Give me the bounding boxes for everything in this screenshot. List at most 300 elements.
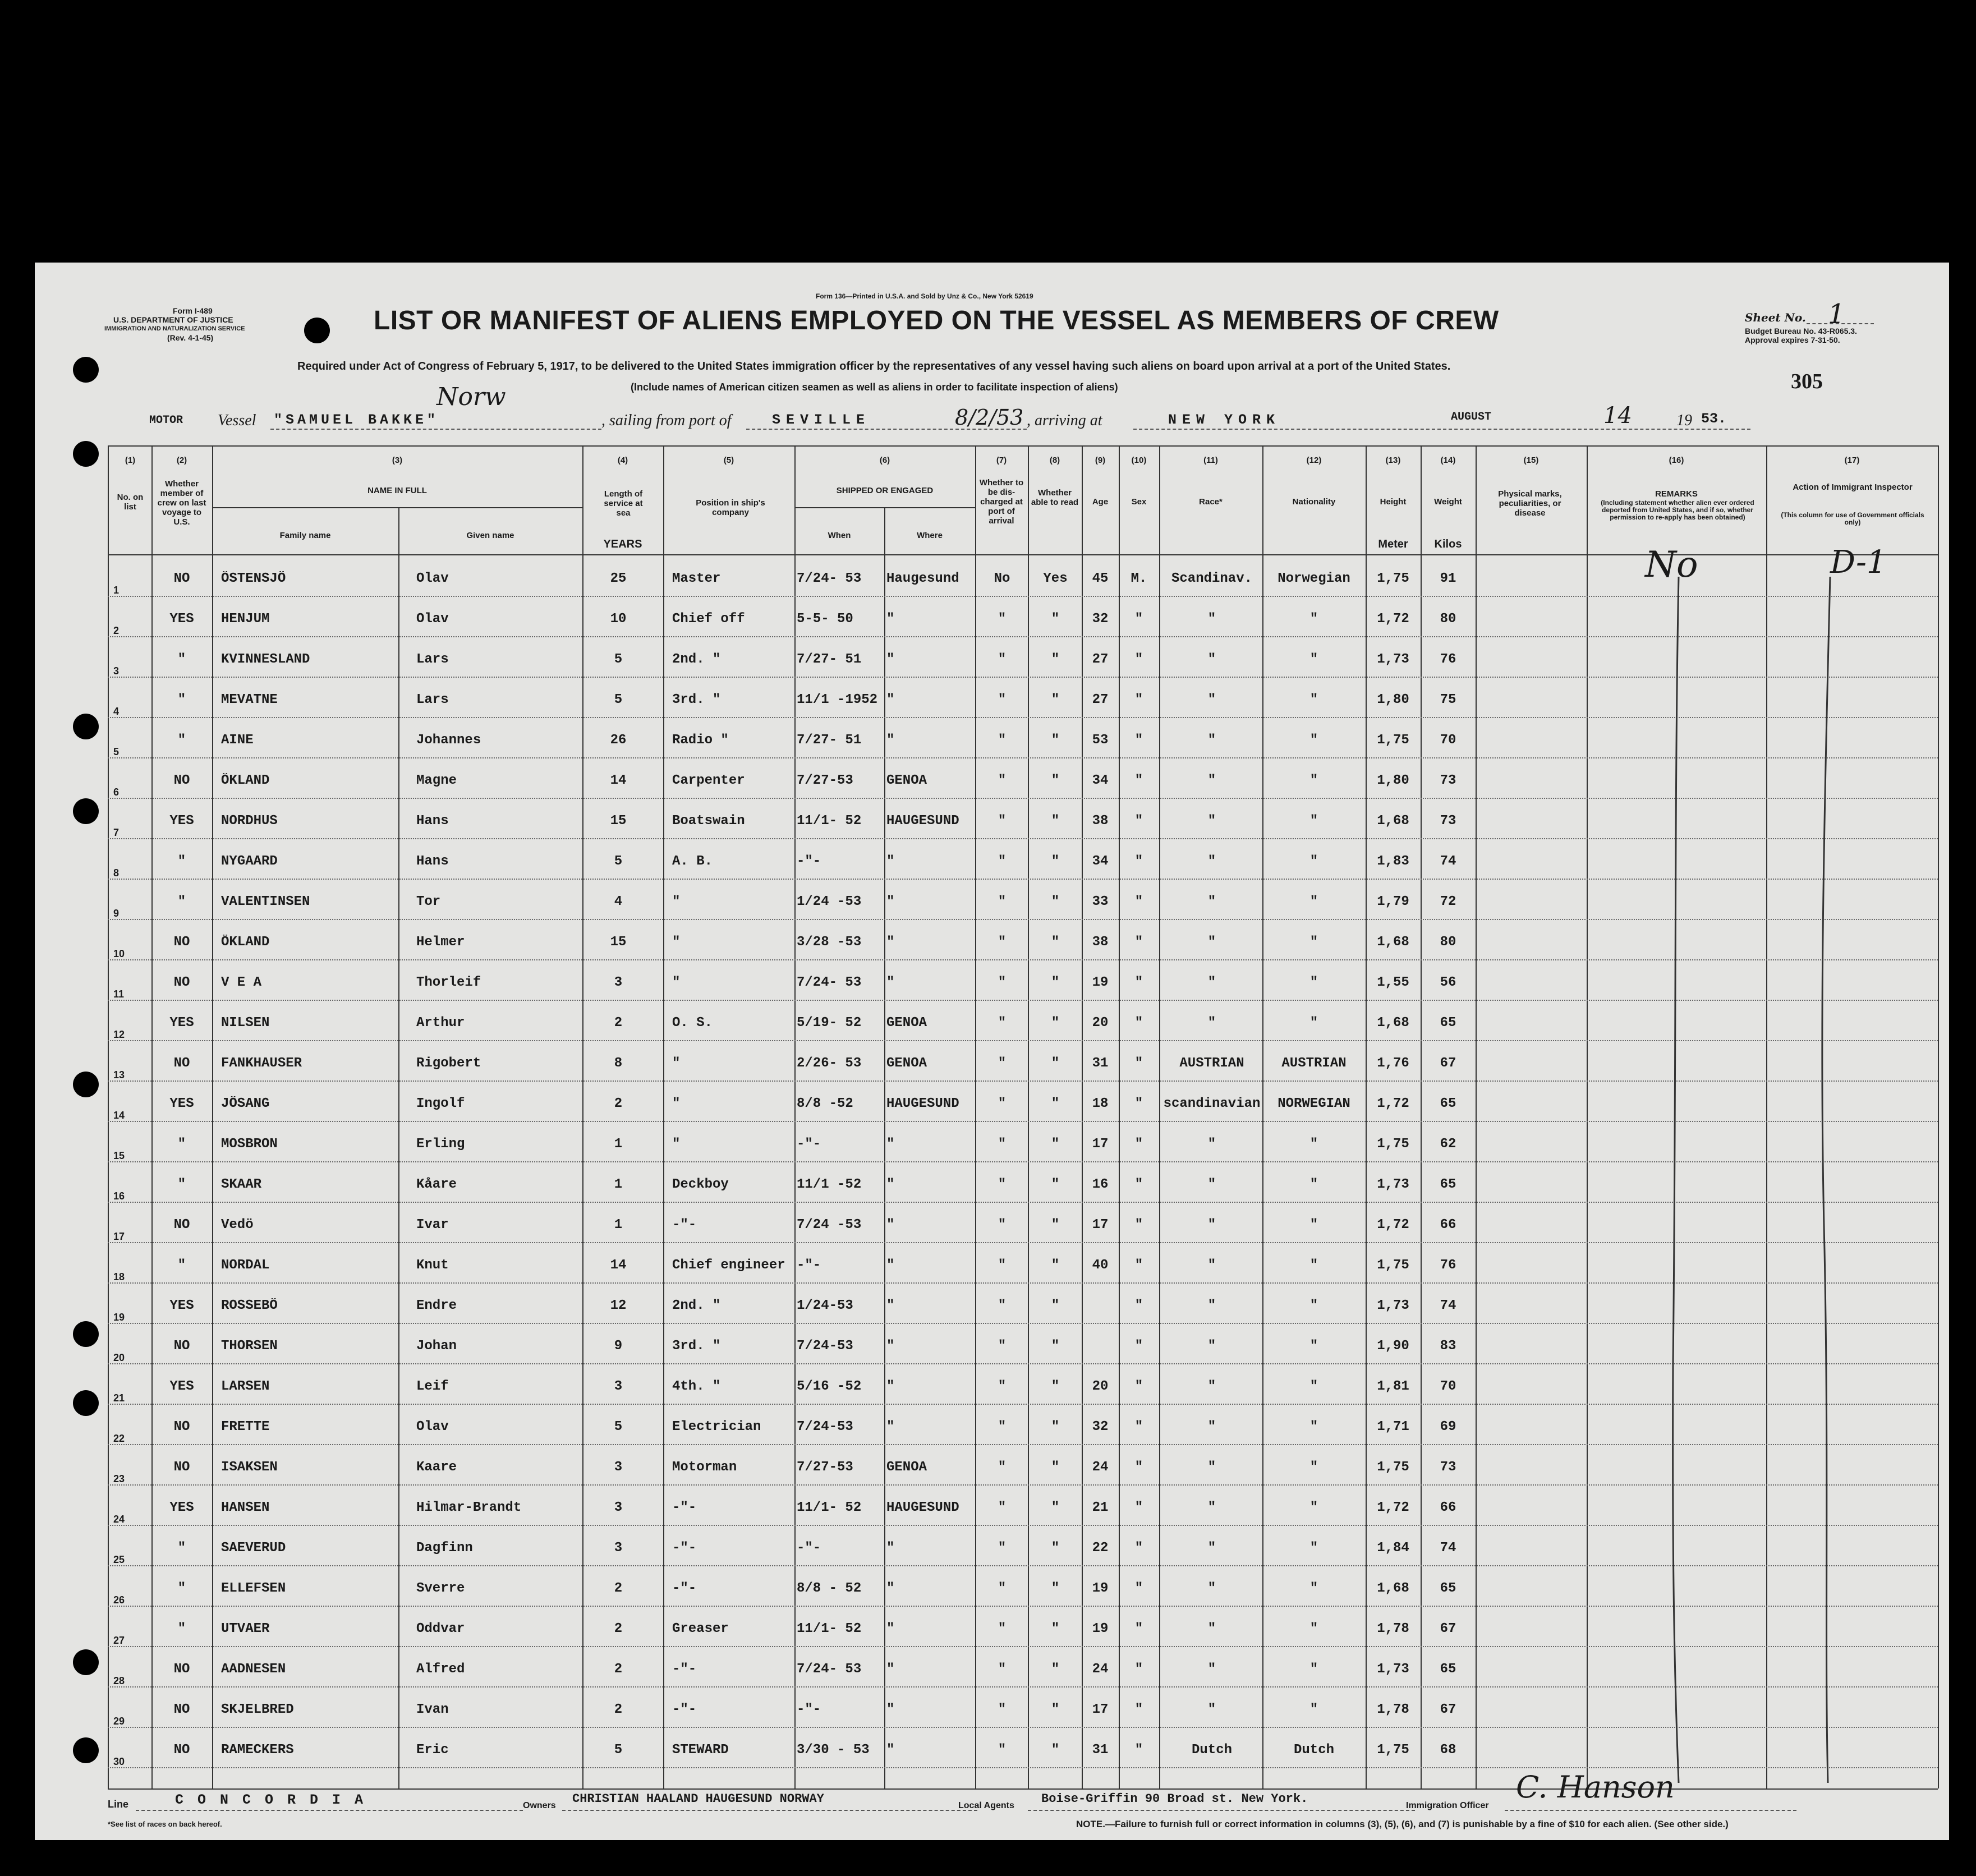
col-rule	[1938, 445, 1939, 1788]
discharged: "	[998, 1339, 1007, 1354]
able-to-read: "	[1051, 1258, 1060, 1273]
col-rule	[151, 445, 153, 1788]
position: -"-	[672, 1662, 697, 1677]
position: 3rd. "	[672, 1339, 721, 1354]
able-to-read: "	[1051, 1500, 1060, 1515]
age: 20	[1092, 1015, 1109, 1031]
shipped-where: Haugesund	[886, 571, 959, 586]
nationality: "	[1309, 1500, 1318, 1515]
position: 4th. "	[672, 1379, 721, 1394]
discharged: "	[998, 1742, 1007, 1758]
col-header-age: Age	[1092, 497, 1109, 507]
weight: 67	[1440, 1056, 1456, 1071]
weight: 74	[1440, 1541, 1456, 1556]
row-number: 2	[113, 625, 120, 636]
years-at-sea: 2	[614, 1581, 623, 1596]
race: "	[1207, 611, 1216, 627]
col-header-service: Length of service at sea	[604, 489, 643, 518]
crew-on-last-voyage: "	[177, 894, 186, 909]
action-handwritten: D-1	[1830, 544, 1887, 581]
sheet-label: Sheet No.	[1745, 311, 1806, 324]
col-header-remarks: REMARKS	[1655, 489, 1698, 499]
age: 20	[1092, 1379, 1109, 1394]
position: "	[672, 1137, 681, 1152]
nationality: "	[1309, 1015, 1318, 1031]
sex: "	[1134, 1500, 1143, 1515]
able-to-read: "	[1051, 1015, 1060, 1031]
position: 2nd. "	[672, 1298, 721, 1313]
age: 27	[1092, 652, 1109, 667]
owners-label: Owners	[523, 1801, 556, 1810]
given-name: Olav	[416, 571, 449, 586]
height: 1,90	[1377, 1339, 1409, 1354]
position: Electrician	[672, 1419, 761, 1434]
punch-hole	[73, 1072, 99, 1097]
crew-on-last-voyage: NO	[173, 571, 190, 586]
years-at-sea: 5	[614, 652, 623, 667]
given-name: Olav	[416, 611, 449, 627]
able-to-read: "	[1051, 692, 1060, 707]
age: 31	[1092, 1742, 1109, 1758]
height: 1,75	[1377, 571, 1409, 586]
crew-on-last-voyage: "	[177, 854, 186, 869]
row-number: 21	[113, 1392, 125, 1404]
family-name: SAEVERUD	[221, 1541, 286, 1556]
given-name: Magne	[416, 773, 457, 788]
position: "	[672, 935, 681, 950]
agents-value: Boise-Griffin 90 Broad st. New York.	[1041, 1792, 1308, 1806]
sex: "	[1134, 1662, 1143, 1677]
nationality: "	[1309, 975, 1318, 990]
sheet-number: 1	[1828, 298, 1845, 330]
race: "	[1207, 1015, 1216, 1031]
col-rule	[1476, 445, 1477, 1788]
years-at-sea: 3	[614, 1541, 623, 1556]
nationality: "	[1309, 692, 1318, 707]
position: A. B.	[672, 854, 713, 869]
race: "	[1207, 1581, 1216, 1596]
punch-hole	[73, 1737, 99, 1763]
given-name: Oddvar	[416, 1621, 465, 1636]
sex: "	[1134, 1015, 1143, 1031]
col-header-race: Race*	[1199, 497, 1223, 507]
race: "	[1207, 1298, 1216, 1313]
race: "	[1207, 1339, 1216, 1354]
crew-on-last-voyage: "	[177, 652, 186, 667]
shipped-where: "	[886, 1662, 895, 1677]
nationality: "	[1309, 1217, 1318, 1233]
family-name: MEVATNE	[221, 692, 278, 707]
races-note: *See list of races on back hereof.	[108, 1820, 222, 1828]
crew-on-last-voyage: "	[177, 1177, 186, 1192]
col-header-position: Position in ship's company	[696, 498, 765, 517]
crew-on-last-voyage: "	[177, 1621, 186, 1636]
weight: 83	[1440, 1339, 1456, 1354]
sex: "	[1134, 894, 1143, 909]
shipped-sub-rule	[794, 507, 975, 508]
punch-hole	[73, 1390, 99, 1416]
col-header-family: Family name	[279, 531, 331, 540]
sex: "	[1134, 652, 1143, 667]
family-name: LARSEN	[221, 1379, 270, 1394]
race: "	[1207, 1177, 1216, 1192]
shipped-where: GENOA	[886, 1056, 927, 1071]
row-number: 27	[113, 1635, 125, 1646]
requirement-text: Required under Act of Congress of February 5, 1917, to be delivered to the United States immigration officer by the representatives of any vessel having such aliens on board upon arrival at a port of the United States.	[297, 360, 1451, 373]
crew-on-last-voyage: NO	[173, 1217, 190, 1233]
position: -"-	[672, 1217, 697, 1233]
crew-on-last-voyage: NO	[173, 935, 190, 950]
weight: 76	[1440, 652, 1456, 667]
col-header-remarks-note: (Including statement whether alien ever ordered deported from United States, and if so, whether permission to re-apply has been obtained)	[1601, 499, 1754, 521]
nationality: NORWEGIAN	[1277, 1096, 1350, 1111]
given-name: Rigobert	[416, 1056, 481, 1071]
family-name: FANKHAUSER	[221, 1056, 302, 1071]
age: 40	[1092, 1258, 1109, 1273]
crew-on-last-voyage: NO	[173, 1662, 190, 1677]
discharged: "	[998, 1500, 1007, 1515]
shipped-when: 8/8 - 52	[797, 1581, 862, 1596]
family-name: NYGAARD	[221, 854, 278, 869]
line-value: C O N C O R D I A	[175, 1792, 366, 1808]
race: "	[1207, 1621, 1216, 1636]
shipped-where: "	[886, 894, 895, 909]
years-at-sea: 3	[614, 975, 623, 990]
col-rule	[794, 445, 796, 1788]
remarks-handwritten: No	[1645, 544, 1698, 586]
sex: "	[1134, 773, 1143, 788]
family-name: RAMECKERS	[221, 1742, 294, 1758]
position: 3rd. "	[672, 692, 721, 707]
row-number: 23	[113, 1473, 125, 1484]
row-number: 1	[113, 585, 120, 596]
weight: 56	[1440, 975, 1456, 990]
height: 1,73	[1377, 652, 1409, 667]
height: 1,75	[1377, 733, 1409, 748]
position: Radio "	[672, 733, 729, 748]
years-at-sea: 15	[610, 935, 627, 950]
able-to-read: "	[1051, 894, 1060, 909]
col-header-shipped: SHIPPED OR ENGAGED	[836, 486, 934, 495]
family-name: ÖKLAND	[221, 935, 270, 950]
weight: 67	[1440, 1702, 1456, 1717]
years-at-sea: 25	[610, 571, 627, 586]
printer-note: Form 136—Printed in U.S.A. and Sold by Unz & Co., New York 52619	[816, 292, 1033, 300]
height: 1,79	[1377, 894, 1409, 909]
nationality: "	[1309, 1379, 1318, 1394]
row-number: 5	[113, 746, 120, 757]
given-name: Olav	[416, 1419, 449, 1434]
punch-hole	[73, 441, 99, 467]
years-at-sea: 3	[614, 1379, 623, 1394]
officer-underline	[1505, 1810, 1796, 1811]
shipped-where: GENOA	[886, 1460, 927, 1475]
crew-on-last-voyage: YES	[169, 1096, 194, 1111]
given-name: Ivar	[416, 1217, 449, 1233]
col-num: (15)	[1523, 456, 1539, 465]
height: 1,68	[1377, 1581, 1409, 1596]
col-header-discharged: Whether to be dis-charged at port of arrival	[979, 478, 1024, 526]
able-to-read: "	[1051, 1056, 1060, 1071]
discharged: "	[998, 1137, 1007, 1152]
sex: "	[1134, 1581, 1143, 1596]
race: "	[1207, 813, 1216, 829]
shipped-when: 5-5- 50	[797, 611, 853, 627]
shipped-when: 7/24- 53	[797, 1662, 862, 1677]
family-name: ELLEFSEN	[221, 1581, 286, 1596]
nationality: "	[1309, 1702, 1318, 1717]
shipped-when: -"-	[797, 1541, 821, 1556]
height: 1,75	[1377, 1258, 1409, 1273]
given-name: Lars	[416, 652, 449, 667]
nationality: "	[1309, 1298, 1318, 1313]
remarks-ditto-stroke	[1662, 577, 1695, 1788]
shipped-when: 3/28 -53	[797, 935, 862, 950]
race: "	[1207, 1137, 1216, 1152]
port-to: NEW YORK	[1168, 412, 1281, 428]
able-to-read: "	[1051, 1460, 1060, 1475]
race: "	[1207, 894, 1216, 909]
able-to-read: "	[1051, 1096, 1060, 1111]
able-to-read: "	[1051, 813, 1060, 829]
position: -"-	[672, 1500, 697, 1515]
nationality: "	[1309, 1258, 1318, 1273]
weight: 74	[1440, 854, 1456, 869]
height: 1,73	[1377, 1662, 1409, 1677]
family-name: NORDHUS	[221, 813, 278, 829]
position: "	[672, 1056, 681, 1071]
age: 18	[1092, 1096, 1109, 1111]
sex: "	[1134, 1258, 1143, 1273]
sex: "	[1134, 1419, 1143, 1434]
sailing-label: , sailing from port of	[601, 412, 732, 429]
col-header-height: Height	[1380, 497, 1407, 507]
shipped-where: "	[886, 1298, 895, 1313]
line-underline	[136, 1810, 523, 1811]
col-num: (5)	[723, 456, 734, 465]
date-from: 8/2/53	[955, 405, 1024, 430]
age: 19	[1092, 1621, 1109, 1636]
nationality: "	[1309, 1662, 1318, 1677]
height: 1,72	[1377, 1096, 1409, 1111]
discharged: "	[998, 1702, 1007, 1717]
col-rule	[108, 445, 109, 1788]
race: scandinavian	[1163, 1096, 1261, 1111]
nationality: "	[1309, 1621, 1318, 1636]
able-to-read: "	[1051, 1177, 1060, 1192]
col-num: (14)	[1440, 456, 1456, 465]
nationality: "	[1309, 733, 1318, 748]
nationality: Norwegian	[1277, 571, 1350, 586]
family-name: KVINNESLAND	[221, 652, 310, 667]
sex: "	[1134, 1339, 1143, 1354]
years-at-sea: 5	[614, 692, 623, 707]
discharged: "	[998, 773, 1007, 788]
row-number: 7	[113, 827, 120, 838]
weight: 70	[1440, 733, 1456, 748]
race: "	[1207, 692, 1216, 707]
col-rule	[1766, 445, 1767, 1788]
family-name: SKJELBRED	[221, 1702, 294, 1717]
shipped-when: 11/1- 52	[797, 813, 862, 829]
given-name: Thorleif	[416, 975, 481, 990]
punch-hole	[73, 798, 99, 824]
nationality: "	[1309, 935, 1318, 950]
race: "	[1207, 733, 1216, 748]
height: 1,72	[1377, 1217, 1409, 1233]
able-to-read: "	[1051, 733, 1060, 748]
col-rule	[884, 507, 885, 1788]
height: 1,55	[1377, 975, 1409, 990]
nation-handwritten: Norw	[436, 383, 506, 411]
height: 1,68	[1377, 813, 1409, 829]
able-to-read: "	[1051, 935, 1060, 950]
able-to-read: "	[1051, 1379, 1060, 1394]
family-name: FRETTE	[221, 1419, 270, 1434]
crew-on-last-voyage: YES	[169, 1379, 194, 1394]
able-to-read: "	[1051, 1137, 1060, 1152]
shipped-where: "	[886, 935, 895, 950]
row-number: 18	[113, 1271, 125, 1282]
able-to-read: "	[1051, 1702, 1060, 1717]
weight: 80	[1440, 611, 1456, 627]
age: 17	[1092, 1702, 1109, 1717]
given-name: Hans	[416, 854, 449, 869]
height: 1,73	[1377, 1177, 1409, 1192]
position: Carpenter	[672, 773, 745, 788]
age: 27	[1092, 692, 1109, 707]
crew-on-last-voyage: NO	[173, 1702, 190, 1717]
col-rule	[582, 445, 583, 1788]
age: 16	[1092, 1177, 1109, 1192]
col-header-no: No. on list	[117, 493, 144, 512]
weight: 73	[1440, 1460, 1456, 1475]
col-header-kilos: Kilos	[1434, 538, 1462, 550]
service-name: IMMIGRATION AND NATURALIZATION SERVICE	[104, 325, 245, 332]
crew-on-last-voyage: "	[177, 1581, 186, 1596]
shipped-when: -"-	[797, 1137, 821, 1152]
age: 22	[1092, 1541, 1109, 1556]
weight: 75	[1440, 692, 1456, 707]
discharged: "	[998, 1662, 1007, 1677]
crew-on-last-voyage: YES	[169, 813, 194, 829]
discharged: "	[998, 1298, 1007, 1313]
weight: 70	[1440, 1379, 1456, 1394]
nationality: "	[1309, 652, 1318, 667]
discharged: "	[998, 975, 1007, 990]
crew-on-last-voyage: "	[177, 1258, 186, 1273]
family-name: HANSEN	[221, 1500, 270, 1515]
position: -"-	[672, 1541, 697, 1556]
penalty-note: NOTE.—Failure to furnish full or correct information in columns (3), (5), (6), and (7) is punishable by a fine of $10 for each alien. (See other side.)	[1076, 1819, 1729, 1829]
year-suffix: 53.	[1701, 411, 1727, 427]
height: 1,73	[1377, 1298, 1409, 1313]
years-at-sea: 4	[614, 894, 623, 909]
shipped-when: 11/1 -1952	[797, 692, 878, 707]
family-name: AADNESEN	[221, 1662, 286, 1677]
col-rule	[1587, 445, 1588, 1788]
shipped-where: "	[886, 1419, 895, 1434]
weight: 62	[1440, 1137, 1456, 1152]
col-header-name: NAME IN FULL	[367, 486, 427, 495]
col-num: (13)	[1385, 456, 1401, 465]
family-name: JÖSANG	[221, 1096, 270, 1111]
family-name: ISAKSEN	[221, 1460, 278, 1475]
shipped-where: "	[886, 854, 895, 869]
row-number: 30	[113, 1756, 125, 1767]
row-number: 16	[113, 1190, 125, 1202]
years-at-sea: 3	[614, 1500, 623, 1515]
shipped-where: HAUGESUND	[886, 1096, 959, 1111]
col-num: (7)	[996, 456, 1007, 465]
given-name: Ivan	[416, 1702, 449, 1717]
col-num: (16)	[1669, 456, 1684, 465]
shipped-where: "	[886, 1621, 895, 1636]
shipped-where: HAUGESUND	[886, 813, 959, 829]
years-at-sea: 12	[610, 1298, 627, 1313]
col-num: (6)	[879, 456, 890, 465]
age: 32	[1092, 611, 1109, 627]
race: "	[1207, 854, 1216, 869]
family-name: MOSBRON	[221, 1137, 278, 1152]
given-name: Tor	[416, 894, 441, 909]
row-number: 26	[113, 1594, 125, 1606]
able-to-read: "	[1051, 611, 1060, 627]
discharged: "	[998, 1177, 1007, 1192]
shipped-when: 2/26- 53	[797, 1056, 862, 1071]
col-header-crew: Whether member of crew on last voyage to U.S.	[157, 479, 206, 527]
position: Chief engineer	[672, 1258, 785, 1273]
col-num: (3)	[392, 456, 403, 465]
age: 24	[1092, 1460, 1109, 1475]
able-to-read: "	[1051, 975, 1060, 990]
col-header-physical: Physical marks, peculiarities, or disease	[1498, 489, 1562, 518]
shipped-where: "	[886, 975, 895, 990]
race: "	[1207, 1258, 1216, 1273]
shipped-where: GENOA	[886, 773, 927, 788]
able-to-read: "	[1051, 1298, 1060, 1313]
col-num: (10)	[1131, 456, 1147, 465]
position: STEWARD	[672, 1742, 729, 1758]
punch-hole	[73, 1649, 99, 1675]
shipped-when: 7/24-53	[797, 1339, 853, 1354]
years-at-sea: 26	[610, 733, 627, 748]
discharged: "	[998, 1217, 1007, 1233]
sex: "	[1134, 975, 1143, 990]
col-rule	[212, 445, 213, 1788]
approval-expiry: Approval expires 7-31-50.	[1745, 335, 1840, 344]
given-name: Eric	[416, 1742, 449, 1758]
shipped-when: -"-	[797, 1702, 821, 1717]
sex: "	[1134, 733, 1143, 748]
age: 17	[1092, 1137, 1109, 1152]
age: 38	[1092, 935, 1109, 950]
family-name: NORDAL	[221, 1258, 270, 1273]
discharged: "	[998, 1621, 1007, 1636]
family-name: THORSEN	[221, 1339, 278, 1354]
crew-on-last-voyage: YES	[169, 611, 194, 627]
years-at-sea: 2	[614, 1621, 623, 1636]
year-prefix: 19	[1676, 412, 1692, 429]
col-num: (17)	[1844, 456, 1860, 465]
name-sub-rule	[212, 507, 582, 508]
years-at-sea: 1	[614, 1217, 623, 1233]
height: 1,68	[1377, 1015, 1409, 1031]
sex: M.	[1131, 571, 1147, 586]
height: 1,68	[1377, 935, 1409, 950]
revision: (Rev. 4-1-45)	[167, 333, 214, 342]
manifest-sheet	[35, 263, 1949, 1840]
